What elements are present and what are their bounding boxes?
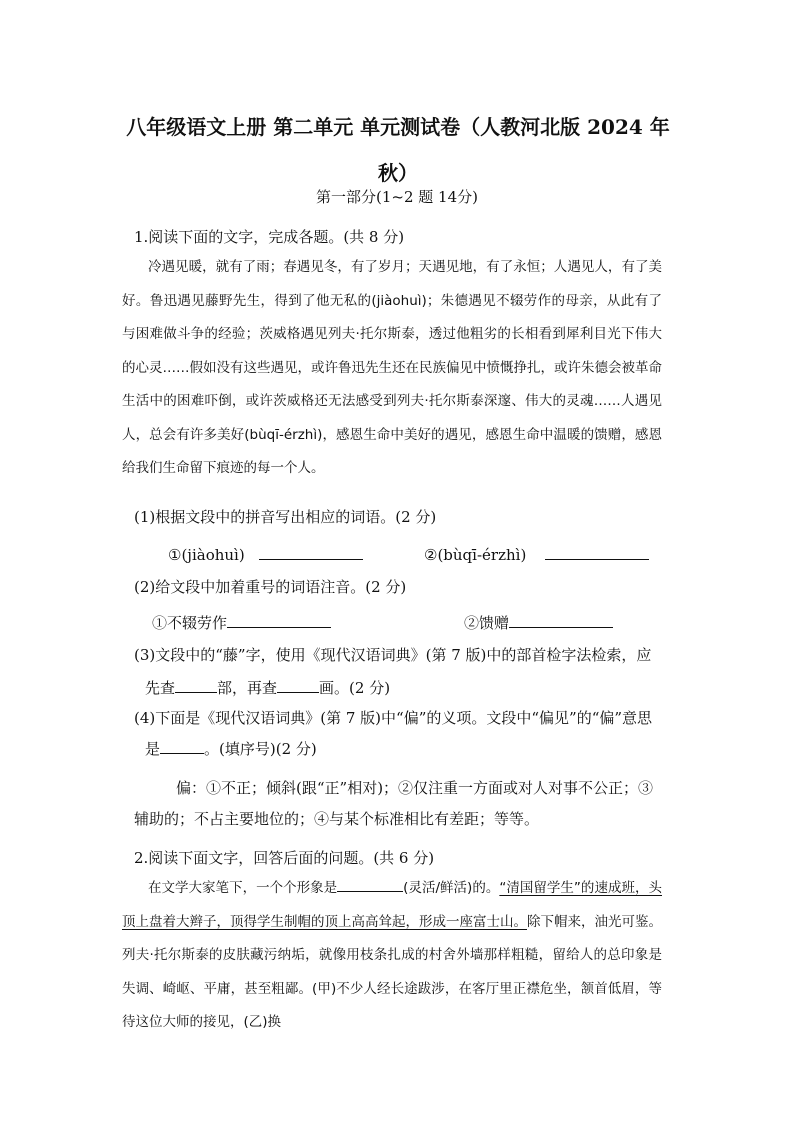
sub-question-4-line-1: (4)下面是《现代汉语词典》(第 7 版)中“偏”的义项。文段中“偏见”的“偏”意思 bbox=[134, 709, 653, 727]
passage-2-text-b: (灵活/鲜活)的。 bbox=[403, 880, 500, 896]
answer-blank-buqierzhi[interactable] bbox=[545, 545, 649, 560]
sub-question-3-text-b: 部，再查 bbox=[217, 679, 278, 697]
sub-question-4-text-b: 。(填序号)(2 分) bbox=[204, 740, 317, 758]
sub-question-1: (1)根据文段中的拼音写出相应的词语。(2 分) bbox=[134, 508, 437, 526]
passage-2-underlined-sentence: “清国留学生”的速成班，头顶上盘着大辫子，顶得学生制帽的顶上高高耸起，形成一座富士山。 bbox=[122, 880, 662, 930]
sub-question-3-text-a: 先查 bbox=[145, 679, 176, 697]
answer-blank-jiaohui[interactable] bbox=[259, 545, 363, 560]
sub-question-1-item-a bbox=[168, 545, 363, 564]
sub-question-4-line-2 bbox=[145, 738, 317, 759]
question-2-passage bbox=[122, 872, 662, 1040]
question-1-passage: 冷遇见暖，就有了雨；春遇见冬，有了岁月；天遇见地，有了永恒；人遇见人，有了美好。鲁迅遇见藤野先生，得到了他无私的(jiàohuì)；朱德遇见不辍劳作的母亲，从此有了与困难做斗争的经验；茨威格遇见列夫·托尔斯泰，透过他粗劣的长相看到犀利目光下伟大的心灵……假如没有这些遇见，或许鲁迅先生还在民族偏见中愤慨挣扎，或许朱德会被革命生活中的困难吓倒，或许茨威格还无法感受到列夫·托尔斯泰深邃、伟大的灵魂……人遇见人，总会有许多美好(bùqī-érzhì)，感恩生命中美好的遇见，感恩生命中温暖的馈赠，感恩给我们生命留下痕迹的每一个人。 bbox=[122, 259, 662, 476]
answer-blank-strokes[interactable] bbox=[277, 678, 319, 693]
answer-blank-buchuo[interactable] bbox=[227, 613, 331, 628]
pinyin-buqierzhi: ②(bùqī-érzhì) bbox=[424, 546, 527, 564]
answer-blank-word-choice[interactable] bbox=[337, 877, 403, 892]
document-title: 八年级语文上册 第二单元 单元测试卷（人教河北版 2024 年秋） bbox=[126, 115, 670, 185]
word-buchuo-laozuo: ①不辍劳作 bbox=[152, 614, 228, 632]
question-1-heading: 1.阅读下面的文字，完成各题。(共 8 分) bbox=[134, 228, 405, 246]
passage-2-text-d: 除下帽来，油光可鉴。列夫·托尔斯泰的皮肤藏污纳垢，就像用枝条扎成的村舍外墙那样粗糙，留给人的总印象是失调、崎岖、平庸，甚至粗鄙。(甲)不少人经长途跋涉，在客厅里正襟危坐，颔首低眉，等待这位大师的接见，(乙)换 bbox=[122, 913, 662, 1030]
answer-blank-kuizeng[interactable] bbox=[509, 613, 613, 628]
sub-question-2-item-b bbox=[464, 612, 613, 633]
definition-line-1: 偏：①不正；倾斜(跟“正”相对)；②仅注重一方面或对人对事不公正；③ bbox=[176, 779, 654, 797]
question-2-heading: 2.阅读下面文字，回答后面的问题。(共 6 分) bbox=[134, 849, 435, 867]
sub-question-3-line-2 bbox=[145, 677, 390, 698]
sub-question-2-item-a bbox=[152, 612, 331, 633]
word-kuizeng: ②馈赠 bbox=[464, 614, 510, 632]
part-heading: 第一部分(1~2 题 14分) bbox=[316, 188, 478, 206]
passage-2-text-a: 在文学大家笔下，一个个形象是 bbox=[148, 880, 338, 896]
answer-blank-radical[interactable] bbox=[175, 678, 217, 693]
sub-question-3-text-c: 画。(2 分) bbox=[319, 679, 391, 697]
sub-question-4-text-a: 是 bbox=[145, 740, 161, 758]
answer-blank-meaning[interactable] bbox=[160, 739, 204, 754]
pinyin-jiaohui: ①(jiàohuì) bbox=[168, 546, 245, 564]
definition-line-2: 辅助的；不占主要地位的；④与某个标准相比有差距；等等。 bbox=[134, 810, 540, 828]
sub-question-3-line-1: (3)文段中的“藤”字，使用《现代汉语词典》(第 7 版)中的部首检字法检索，应 bbox=[134, 646, 652, 664]
sub-question-2: (2)给文段中加着重号的词语注音。(2 分) bbox=[134, 578, 407, 596]
sub-question-1-item-b bbox=[424, 545, 649, 564]
